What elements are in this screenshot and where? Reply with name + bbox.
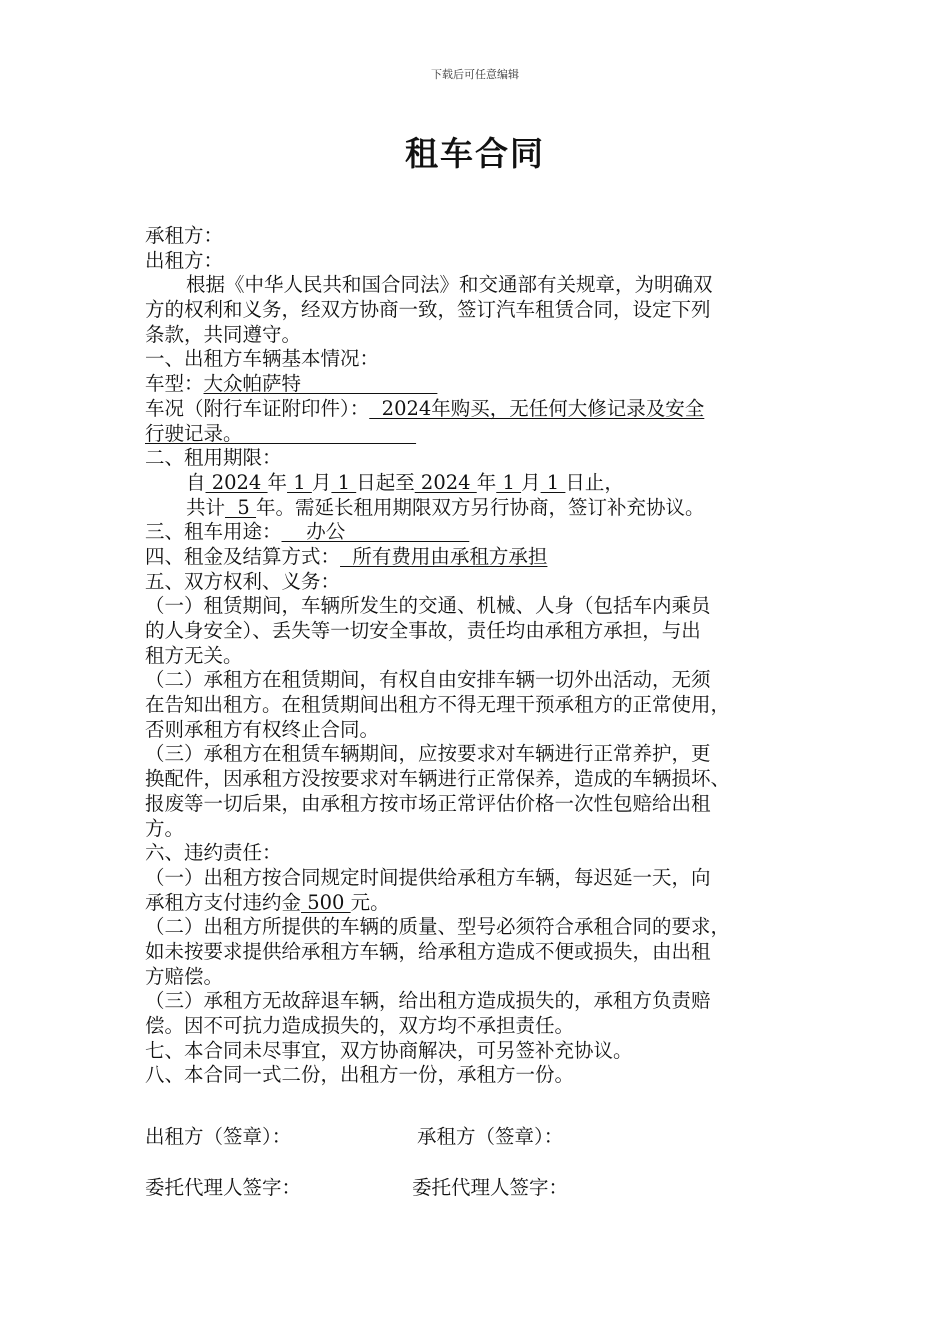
section-5-line: （三）承租方在租赁车辆期间，应按要求对车辆进行正常养护，更	[145, 742, 711, 766]
vehicle-condition-line-2	[145, 422, 825, 447]
contract-body	[145, 224, 825, 1088]
section-6-line: （二）出租方所提供的车辆的质量、型号必须符合承租合同的要求，	[145, 915, 731, 939]
period-to: 日起至	[356, 470, 415, 494]
end-month: 1	[496, 470, 522, 494]
end-year: 2024	[414, 470, 477, 494]
month-label: 月	[311, 470, 332, 494]
lessee-agent-label: 委托代理人签字：	[412, 1176, 569, 1199]
rental-purpose-value: 办公	[281, 520, 470, 544]
section-5-line: 的人身安全）、丢失等一切安全事故，责任均由承租方承担，与出	[145, 619, 701, 642]
preamble-line: 条款，共同遵守。	[145, 322, 302, 346]
end-day: 1	[540, 470, 566, 494]
section-6-line: （一）出租方按合同规定时间提供给承租方车辆，每迟延一天，向	[145, 865, 711, 889]
lessor-agent-label: 委托代理人签字：	[145, 1176, 302, 1199]
section-8: 八、本合同一式二份，出租方一份，承租方一份。	[145, 1063, 575, 1087]
lessee-seal-label: 承租方（签章）：	[417, 1125, 564, 1148]
year-label: 年	[476, 470, 497, 494]
penalty-suffix: 元。	[350, 890, 390, 914]
rental-total-line	[145, 496, 825, 521]
lessee-line: 承租方：	[145, 224, 224, 247]
section-5-line: 方。	[145, 816, 185, 840]
section-3-line	[145, 520, 825, 545]
section-6-line: 方赔偿。	[145, 964, 224, 988]
section-6-line: 如未按要求提供给承租方车辆，给承租方造成不便或损失，由出租	[145, 939, 711, 963]
period-from: 自	[186, 470, 206, 494]
section-6-penalty-line	[145, 891, 825, 916]
start-year: 2024	[205, 470, 268, 494]
section-5-line: （二）承租方在租赁期间，有权自由安排车辆一切外出活动，无须	[145, 668, 711, 692]
section-5-line: 在告知出租方。在租赁期间出租方不得无理干预承租方的正常使用，	[145, 693, 731, 717]
section-5-line: （一）租赁期间，车辆所发生的交通、机械、人身（包括车内乘员	[145, 594, 711, 618]
section-6-heading: 六、违约责任：	[145, 841, 282, 865]
penalty-prefix: 承租方支付违约金	[145, 890, 302, 914]
preamble-line: 根据《中华人民共和国合同法》和交通部有关规章，为明确双	[186, 273, 713, 297]
header-note: 下载后可任意编辑	[431, 68, 519, 81]
section-5-line: 报废等一切后果，由承租方按市场正常评估价格一次性包赔给出租	[145, 791, 711, 815]
section-1-heading: 一、出租方车辆基本情况：	[145, 347, 380, 371]
total-suffix: 年。需延长租用期限双方另行协商，签订补充协议。	[256, 495, 705, 519]
section-7: 七、本合同未尽事宜，双方协商解决，可另签补充协议。	[145, 1038, 633, 1062]
section-5-line: 租方无关。	[145, 643, 243, 667]
document-title: 租车合同	[405, 134, 545, 173]
payment-method-value: 所有费用由承租方承担	[340, 544, 548, 568]
year-label: 年	[267, 470, 288, 494]
section-2-heading: 二、租用期限：	[145, 446, 282, 470]
start-month: 1	[287, 470, 312, 494]
section-5-heading: 五、双方权利、义务：	[145, 569, 341, 593]
vehicle-condition-label: 车况（附行车证附印件）：	[145, 396, 370, 420]
agent-row	[145, 1172, 568, 1200]
rental-period-line	[145, 471, 825, 496]
section-6-line: （三）承租方无故辞退车辆，给出租方造成损失的，承租方负责赔	[145, 989, 711, 1013]
section-6-line: 偿。因不可抗力造成损失的，双方均不承担责任。	[145, 1014, 575, 1037]
total-prefix: 共计	[186, 495, 226, 519]
lessor-line: 出租方：	[145, 248, 224, 272]
start-day: 1	[331, 470, 357, 494]
vehicle-model-value: 大众帕萨特	[203, 372, 438, 396]
seal-row	[145, 1121, 563, 1149]
vehicle-model-line	[145, 372, 825, 397]
vehicle-model-label: 车型：	[145, 372, 204, 396]
section-4-line	[145, 545, 825, 570]
penalty-amount: 500	[301, 890, 351, 914]
section-4-heading: 四、租金及结算方式：	[145, 544, 341, 568]
period-end: 日止，	[565, 470, 624, 494]
vehicle-condition-line	[145, 397, 825, 422]
vehicle-condition-value: 2024年购买，无任何大修记录及安全	[369, 396, 705, 420]
lessor-seal-label: 出租方（签章）：	[145, 1125, 292, 1148]
total-years: 5	[225, 495, 257, 519]
preamble-line: 方的权利和义务，经双方协商一致，签订汽车租赁合同，设定下列	[145, 298, 711, 322]
month-label: 月	[521, 470, 541, 494]
vehicle-condition-value-2: 行驶记录。	[145, 421, 417, 445]
section-3-heading: 三、租车用途：	[145, 520, 282, 544]
section-5-line: 否则承租方有权终止合同。	[145, 717, 380, 741]
section-5-line: 换配件，因承租方没按要求对车辆进行正常保养，造成的车辆损坏、	[145, 767, 731, 791]
